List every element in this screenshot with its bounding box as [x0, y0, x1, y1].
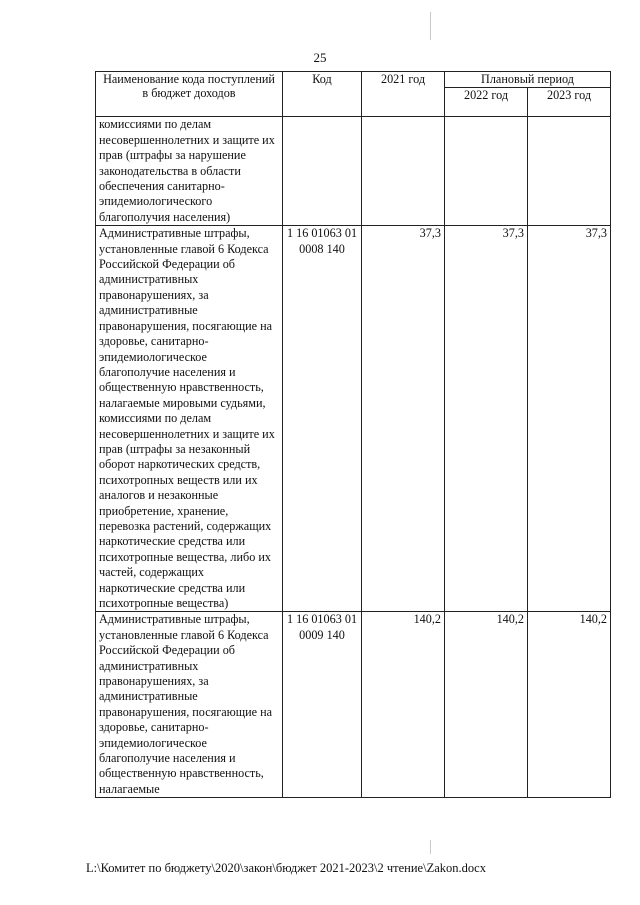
header-code: Код — [283, 72, 362, 117]
row-name: комиссиями по делам несовершеннолетних и защите их прав (штрафы за нарушение законодательства в области обеспечения санитарно-эпидемиологического благополучия населения) — [96, 117, 283, 226]
page-number: 25 — [313, 50, 327, 65]
row-value-2022 — [445, 117, 528, 226]
table-header-row — [96, 72, 611, 88]
row-code: 1 16 01063 01 0008 140 — [283, 226, 362, 612]
row-value-2023: 37,3 — [528, 226, 611, 612]
header-2023: 2023 год — [528, 88, 611, 117]
table-row — [96, 226, 611, 612]
budget-revenue-table — [95, 71, 611, 798]
file-path-footer: L:\Комитет по бюджету\2020\закон\бюджет 2021-2023\2 чтение\Zakon.docx — [86, 861, 486, 875]
header-plan-period: Плановый период — [445, 72, 611, 88]
row-value-2023: 140,2 — [528, 612, 611, 798]
table-row — [96, 612, 611, 798]
table-row — [96, 117, 611, 226]
row-code: 1 16 01063 01 0009 140 — [283, 612, 362, 798]
row-name: Административные штрафы, установленные главой 6 Кодекса Российской Федерации об административных правонарушениях, за административные правонарушения, посягающие на здоровье, санитарно-эпидемиологическое благополучие населения и общественную нравственность, налагаемые мировыми судьями, комиссиями по делам несовершеннолетних и защите их прав (штрафы за незаконный оборот наркотических средств, психотропных веществ или их аналогов и незаконные приобретение, хранение, перевозка растений, содержащих наркотические средства или психотропные вещества, либо их частей, содержащих наркотические средства или психотропные вещества) — [96, 226, 283, 612]
header-name: Наименование кода поступлений в бюджет доходов — [96, 72, 283, 117]
row-value-2021: 37,3 — [362, 226, 445, 612]
scan-artifact-line — [430, 840, 431, 854]
row-value-2022: 37,3 — [445, 226, 528, 612]
header-2021: 2021 год — [362, 72, 445, 117]
row-value-2022: 140,2 — [445, 612, 528, 798]
row-value-2021: 140,2 — [362, 612, 445, 798]
scan-artifact-line — [430, 12, 431, 40]
row-code — [283, 117, 362, 226]
row-value-2023 — [528, 117, 611, 226]
row-name: Административные штрафы, установленные главой 6 Кодекса Российской Федерации об административных правонарушениях, за административные правонарушения, посягающие на здоровье, санитарно-эпидемиологическое благополучие населения и общественную нравственность, налагаемые — [96, 612, 283, 798]
row-value-2021 — [362, 117, 445, 226]
header-2022: 2022 год — [445, 88, 528, 117]
